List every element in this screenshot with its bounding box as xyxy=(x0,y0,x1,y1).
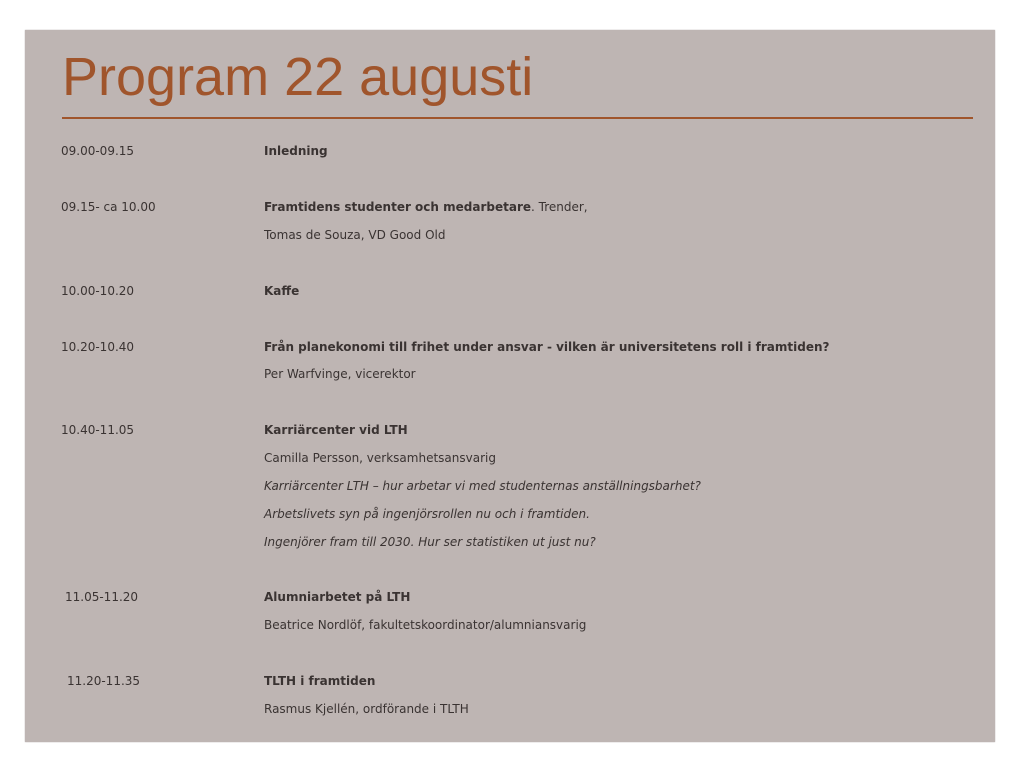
schedule-topic: Ingenjörer fram till 2030. Hur ser statistiken ut just nu? xyxy=(264,535,596,549)
schedule-heading: Kaffe xyxy=(264,284,300,298)
schedule-heading: Inledning xyxy=(264,144,328,158)
schedule-speaker: Beatrice Nordlöf, fakultetskoordinator/alumniansvarig xyxy=(264,618,587,632)
schedule-heading-line xyxy=(264,199,588,215)
schedule-topic: Arbetslivets syn på ingenjörsrollen nu och i framtiden. xyxy=(264,507,590,521)
schedule-heading: Karriärcenter vid LTH xyxy=(264,423,408,437)
schedule-time: 10.40-11.05 xyxy=(61,423,135,437)
schedule-time: 10.00-10.20 xyxy=(61,284,135,298)
title-divider xyxy=(62,117,973,119)
slide xyxy=(25,30,995,742)
schedule-heading: TLTH i framtiden xyxy=(264,674,376,688)
schedule-speaker: Tomas de Souza, VD Good Old xyxy=(264,228,446,242)
schedule-heading-suffix: . Trender, xyxy=(531,200,588,214)
schedule-time: 11.05-11.20 xyxy=(65,590,139,604)
schedule-topic: Karriärcenter LTH – hur arbetar vi med studenternas anställningsbarhet? xyxy=(264,479,701,493)
schedule-time: 10.20-10.40 xyxy=(61,340,135,354)
schedule-speaker: Rasmus Kjellén, ordförande i TLTH xyxy=(264,702,469,716)
schedule-heading: Alumniarbetet på LTH xyxy=(264,590,411,604)
schedule-time: 09.15- ca 10.00 xyxy=(61,200,156,214)
schedule-heading: Framtidens studenter och medarbetare xyxy=(264,200,531,214)
schedule-heading: Från planekonomi till frihet under ansvar - vilken är universitetens roll i framtiden? xyxy=(264,340,830,354)
page-title: Program 22 augusti xyxy=(62,47,534,107)
schedule-time: 11.20-11.35 xyxy=(67,674,141,688)
schedule-speaker: Per Warfvinge, vicerektor xyxy=(264,367,416,381)
schedule-time: 09.00-09.15 xyxy=(61,144,135,158)
schedule-speaker: Camilla Persson, verksamhetsansvarig xyxy=(264,451,496,465)
